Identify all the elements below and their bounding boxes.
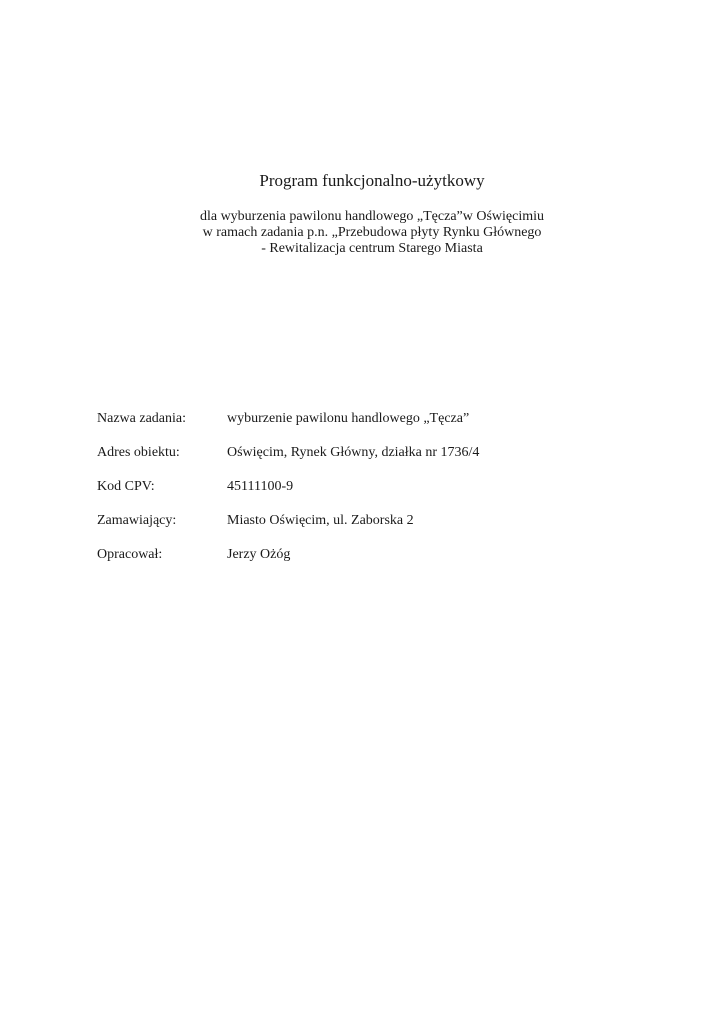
info-row-author: [97, 546, 657, 580]
info-row-ordering-party: [97, 512, 657, 546]
document-title: Program funkcjonalno-użytkowy: [259, 171, 485, 190]
info-value: Miasto Oświęcim, ul. Zaborska 2: [227, 513, 414, 528]
info-label: Adres obiektu:: [97, 445, 180, 460]
info-label: Kod CPV:: [97, 479, 155, 494]
info-value: 45111100-9: [227, 479, 294, 494]
document-subtitle: [0, 209, 724, 257]
info-value: Oświęcim, Rynek Główny, działka nr 1736/4: [227, 445, 480, 460]
subtitle-line: dla wyburzenia pawilonu handlowego „Tęcza”w Oświęcimiu: [199, 209, 545, 224]
info-row-task-name: [97, 410, 657, 444]
info-value: Jerzy Ożóg: [227, 547, 291, 562]
info-value: wyburzenie pawilonu handlowego „Tęcza”: [227, 411, 470, 426]
project-info-table: [97, 410, 657, 580]
info-label: Nazwa zadania:: [97, 411, 186, 426]
info-label: Opracował:: [97, 547, 163, 562]
subtitle-line: w ramach zadania p.n. „Przebudowa płyty Rynku Głównego: [202, 225, 542, 240]
info-row-address: [97, 444, 657, 478]
info-label: Zamawiający:: [97, 513, 177, 528]
subtitle-line: - Rewitalizacja centrum Starego Miasta: [261, 241, 483, 256]
info-row-cpv-code: [97, 478, 657, 512]
